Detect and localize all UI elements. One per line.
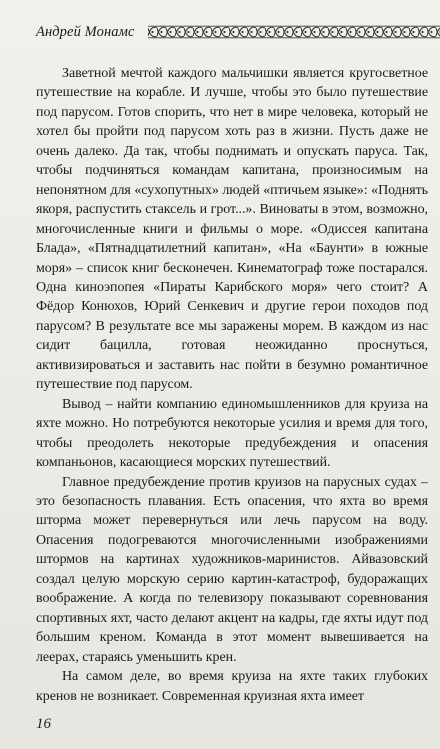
rope-ornament-icon [148,25,440,39]
paragraph: Вывод – найти компанию единомышленников для круиза на яхте можно. Но потребуются некоторые усилия и время для того, чтобы преодолеть некоторые предубеждения и опасения компаньонов, касающиеся морских путешествий. [36,396,428,471]
running-header [36,22,422,42]
paragraph: Главное предубеждение против круизов на парусных судах – это безопасность плавания. Есть опасения, что яхта во время шторма может перевернуться или лечь парусом на воду. Опасения подогреваются многочисленными изображениями штормов на картинах художников-маринистов. Айвазовский создал целую морскую серию картин-катастроф, будоражащих воображение. А когда по телевизору показывают соревнования спортивных яхт, часто делают акцент на кадры, где яхты идут под большим креном. Команда в этот момент вывешивается на леерах, стараясь уменьшить крен. [36,474,428,665]
paragraph: Заветной мечтой каждого мальчишки является кругосветное путешествие на корабле. И лучше, чтобы это было путешествие под парусом. Готов спорить, что нет в мире человека, который не хотел бы пройти под парусом хоть раз в жизни. Пусть даже не очень далеко. Да так, чтобы поднимать и опускать паруса. Так, чтобы подчиняться командам капитана, произносимым на непонятном для «сухопутных» людей «птичьем языке»: «Поднять якоря, распустить стаксель и грот...». Виноваты в этом, возможно, многочисленные книги и фильмы о море. «Одиссея капитана Блада», «Пятнадцатилетний капитан», «На «Баунти» в южные моря» – список книг бесконечен. Кинематограф тоже постарался. Одна киноэпопея «Пираты Карибского моря» чего стоит? А Фёдор Конюхов, Юрий Сенкевич и другие герои походов под парусом? В результате все мы заражены морем. В каждом из нас сидит бацилла, готовая неожиданно проснуться, активизироваться и заставить нас пойти в безумно романтичное путешествие под парусом. [36,66,428,393]
page-number: 16 [36,716,51,732]
paragraph: На самом деле, во время круиза на яхте таких глубоких кренов не возникает. Современная круизная яхта имеет [36,669,428,704]
body-text [36,64,428,706]
running-header-author: Андрей Монамс [36,24,135,40]
